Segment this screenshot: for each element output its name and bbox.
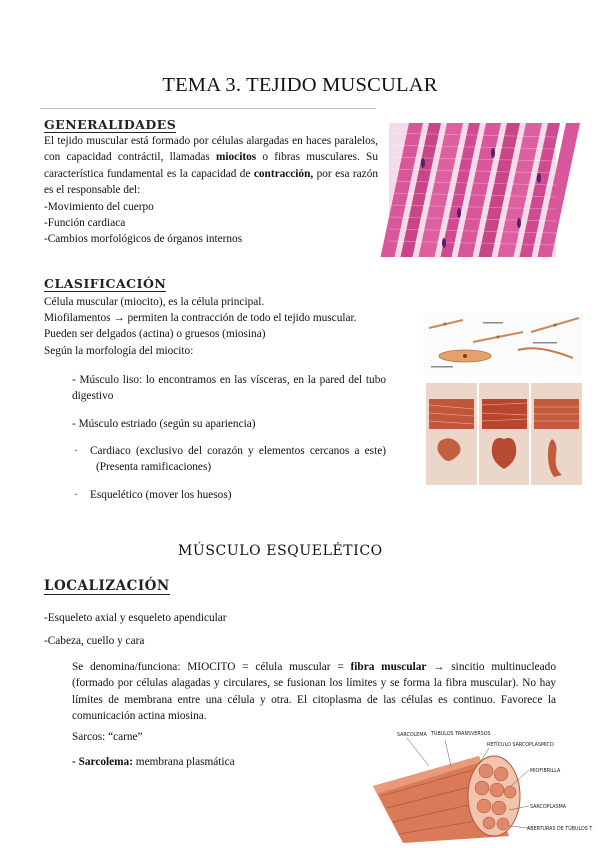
generalidades-paragraph: El tejido muscular está formado por células alargadas en haces paralelos, con capacidad contráctil, llamadas miocitos o fibras musculares. Su característica fundamental es la capacidad de contracción, por esa razón es el responsable del: (44, 135, 378, 196)
generalidades-item-cambios: -Cambios morfológicos de órganos internos (44, 233, 243, 245)
generalidades-item-funcion: -Función cardiaca (44, 217, 126, 229)
label-aberturas: ABERTURAS DE TÚBULOS T (527, 827, 593, 832)
localizacion-item-cabeza: -Cabeza, cuello y cara (44, 635, 145, 647)
clasificacion-liso: - Músculo liso: lo encontramos en las vísceras, en la pared del tubo digestivo (72, 374, 386, 403)
term-contraccion: contracción, (253, 167, 314, 180)
localizacion-sarcolema: - Sarcolema: membrana plasmática (72, 756, 235, 768)
localizacion-paragraph: Se denomina/funciona: MIOCITO = célula muscular = fibra muscular → sincitio multinucleado (formado por células alagadas y circulares, se fusionan los límites y se forma la fibra muscular). No hay límites de membrana entre una célula y otra. El citoplasma de las células es continuo. Favorece la comunicación actina miosina. (72, 661, 556, 722)
clasificacion-line-delgados: Pueden ser delgados (actina) o gruesos (miosina) (44, 328, 266, 340)
muscle-fiber-figure (369, 726, 593, 843)
label-sarcolema: SARCOLEMA (397, 733, 427, 738)
heading-localizacion: LOCALIZACIÓN (44, 578, 170, 594)
clasificacion-line-celula: Célula muscular (miocito), es la célula principal. (44, 296, 265, 308)
muscle-types-image (426, 383, 582, 485)
myocyte-diagram-figure (423, 312, 582, 376)
page-title: TEMA 3. TEJIDO MUSCULAR (162, 74, 438, 96)
bullet-cardiaco: · (74, 445, 78, 457)
label-miofibrilla: MIOFIBRILLA (530, 769, 561, 774)
heading-musculo-esqueletico: MÚSCULO ESQUELÉTICO (178, 543, 383, 559)
generalidades-item-movimiento: -Movimiento del cuerpo (44, 201, 154, 213)
label-sarcoplasma: SARCOPLASMA (530, 805, 567, 810)
muscle-fiber-diagram (369, 726, 593, 843)
clasificacion-line-miofilamentos: Miofilamentos → permiten la contracción de todo el tejido muscular. (44, 312, 357, 324)
clasificacion-estriado: - Músculo estriado (según su apariencia) (72, 418, 256, 430)
bullet-esqueletico: · (74, 489, 78, 501)
heading-clasificacion: CLASIFICACIÓN (44, 276, 167, 291)
label-reticulo: RETÍCULO SARCOPLASMICO (487, 743, 554, 748)
localizacion-item-esqueleto: -Esqueleto axial y esqueleto apendicular (44, 612, 227, 624)
muscle-types-figure (426, 383, 582, 485)
term-fibra-muscular: fibra muscular (350, 661, 427, 673)
localizacion-sarcos: Sarcos: “carne” (72, 731, 143, 743)
title-divider (40, 108, 376, 109)
clasificacion-esqueletico: Esquelético (mover los huesos) (90, 489, 232, 501)
heading-generalidades: GENERALIDADES (44, 117, 177, 132)
clasificacion-cardiaco: Cardiaco (exclusivo del corazón y elementos cercanos a este) (Presenta ramificaciones) (90, 445, 386, 474)
striated-fibers-image (389, 123, 556, 257)
myocyte-diagram (423, 312, 582, 376)
term-miocitos: miocitos (215, 151, 257, 164)
label-tubulos: TÚBULOS TRANSVERSOS (431, 732, 491, 737)
clasificacion-line-morfologia: Según la morfología del miocito: (44, 345, 194, 357)
histology-figure (389, 123, 556, 257)
